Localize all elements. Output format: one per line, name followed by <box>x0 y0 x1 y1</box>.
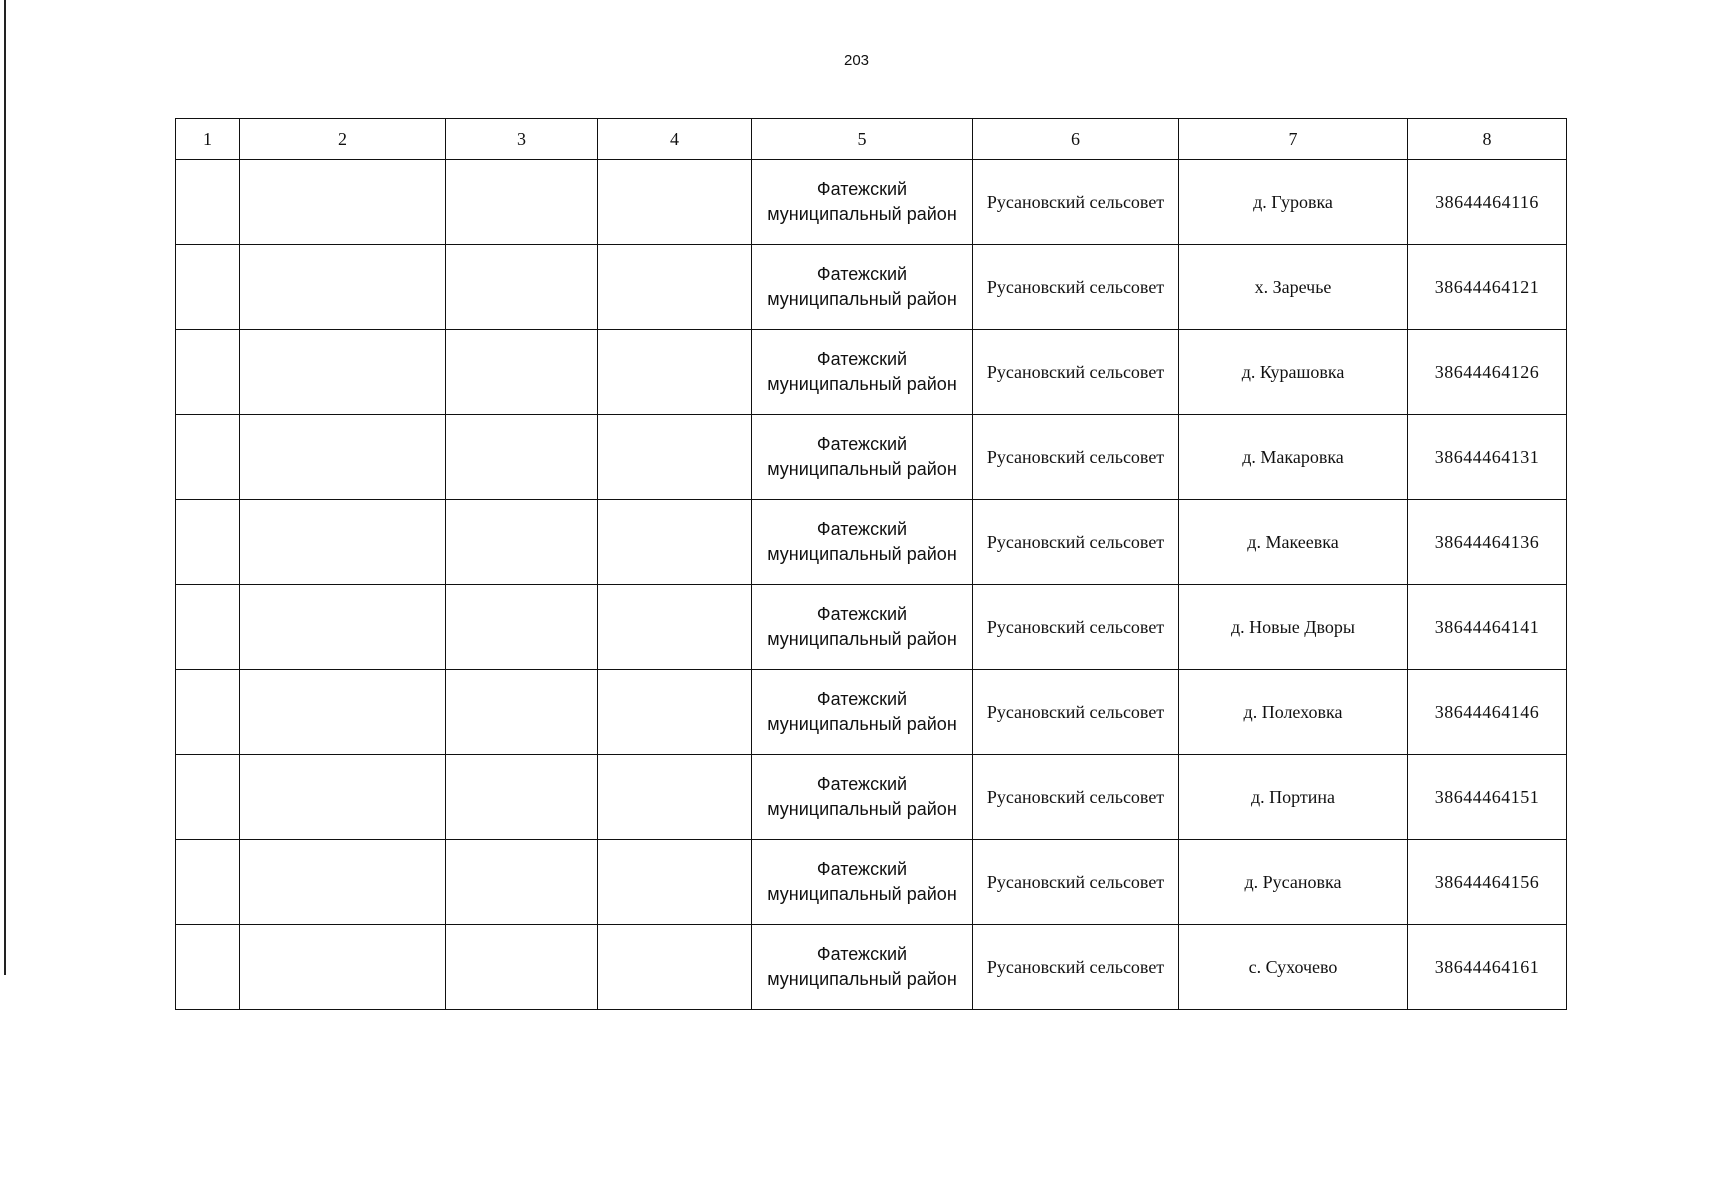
settlements-table <box>175 118 1567 1010</box>
district-cell: Фатежский муниципальный район <box>752 500 973 585</box>
empty-cell <box>240 330 446 415</box>
page-edge-line <box>4 0 6 975</box>
column-header-6: 6 <box>973 119 1179 160</box>
empty-cell <box>598 840 752 925</box>
council-cell: Русановский сельсовет <box>973 500 1179 585</box>
code-cell: 38644464156 <box>1408 840 1567 925</box>
empty-cell <box>176 840 240 925</box>
district-cell: Фатежский муниципальный район <box>752 840 973 925</box>
column-header-4: 4 <box>598 119 752 160</box>
empty-cell <box>176 245 240 330</box>
empty-cell <box>176 330 240 415</box>
empty-cell <box>240 500 446 585</box>
district-cell: Фатежский муниципальный район <box>752 415 973 500</box>
empty-cell <box>446 160 598 245</box>
empty-cell <box>176 415 240 500</box>
column-header-7: 7 <box>1179 119 1408 160</box>
empty-cell <box>598 925 752 1010</box>
empty-cell <box>240 755 446 840</box>
settlement-cell: д. Гуровка <box>1179 160 1408 245</box>
empty-cell <box>240 840 446 925</box>
empty-cell <box>446 755 598 840</box>
empty-cell <box>446 330 598 415</box>
header-row <box>176 119 1567 160</box>
table-row <box>176 840 1567 925</box>
table-row <box>176 925 1567 1010</box>
table-header <box>176 119 1567 160</box>
settlement-cell: д. Полеховка <box>1179 670 1408 755</box>
district-cell: Фатежский муниципальный район <box>752 245 973 330</box>
settlement-cell: д. Портина <box>1179 755 1408 840</box>
empty-cell <box>446 415 598 500</box>
column-header-3: 3 <box>446 119 598 160</box>
table-row <box>176 330 1567 415</box>
empty-cell <box>176 755 240 840</box>
table-row <box>176 160 1567 245</box>
settlement-cell: х. Заречье <box>1179 245 1408 330</box>
column-header-1: 1 <box>176 119 240 160</box>
column-header-8: 8 <box>1408 119 1567 160</box>
empty-cell <box>598 670 752 755</box>
code-cell: 38644464146 <box>1408 670 1567 755</box>
empty-cell <box>176 585 240 670</box>
code-cell: 38644464161 <box>1408 925 1567 1010</box>
empty-cell <box>446 500 598 585</box>
empty-cell <box>598 415 752 500</box>
settlement-cell: д. Русановка <box>1179 840 1408 925</box>
empty-cell <box>240 585 446 670</box>
code-cell: 38644464121 <box>1408 245 1567 330</box>
district-cell: Фатежский муниципальный район <box>752 160 973 245</box>
table-row <box>176 670 1567 755</box>
empty-cell <box>240 415 446 500</box>
column-header-2: 2 <box>240 119 446 160</box>
empty-cell <box>176 925 240 1010</box>
district-cell: Фатежский муниципальный район <box>752 330 973 415</box>
empty-cell <box>240 160 446 245</box>
council-cell: Русановский сельсовет <box>973 415 1179 500</box>
table-row <box>176 585 1567 670</box>
settlement-cell: д. Макаровка <box>1179 415 1408 500</box>
page-number: 203 <box>843 52 870 69</box>
code-cell: 38644464136 <box>1408 500 1567 585</box>
empty-cell <box>446 670 598 755</box>
empty-cell <box>240 245 446 330</box>
empty-cell <box>446 840 598 925</box>
district-cell: Фатежский муниципальный район <box>752 755 973 840</box>
empty-cell <box>176 500 240 585</box>
district-cell: Фатежский муниципальный район <box>752 670 973 755</box>
council-cell: Русановский сельсовет <box>973 670 1179 755</box>
council-cell: Русановский сельсовет <box>973 160 1179 245</box>
empty-cell <box>446 585 598 670</box>
table-row <box>176 415 1567 500</box>
council-cell: Русановский сельсовет <box>973 585 1179 670</box>
empty-cell <box>240 925 446 1010</box>
empty-cell <box>598 585 752 670</box>
empty-cell <box>598 755 752 840</box>
code-cell: 38644464141 <box>1408 585 1567 670</box>
settlement-cell: с. Сухочево <box>1179 925 1408 1010</box>
table-row <box>176 755 1567 840</box>
empty-cell <box>446 245 598 330</box>
table-row <box>176 245 1567 330</box>
district-cell: Фатежский муниципальный район <box>752 925 973 1010</box>
code-cell: 38644464116 <box>1408 160 1567 245</box>
settlement-cell: д. Курашовка <box>1179 330 1408 415</box>
empty-cell <box>446 925 598 1010</box>
council-cell: Русановский сельсовет <box>973 330 1179 415</box>
settlement-cell: д. Новые Дворы <box>1179 585 1408 670</box>
empty-cell <box>176 160 240 245</box>
council-cell: Русановский сельсовет <box>973 925 1179 1010</box>
council-cell: Русановский сельсовет <box>973 245 1179 330</box>
empty-cell <box>598 160 752 245</box>
table-body <box>176 160 1567 1010</box>
empty-cell <box>176 670 240 755</box>
council-cell: Русановский сельсовет <box>973 840 1179 925</box>
empty-cell <box>240 670 446 755</box>
settlement-cell: д. Макеевка <box>1179 500 1408 585</box>
column-header-5: 5 <box>752 119 973 160</box>
code-cell: 38644464131 <box>1408 415 1567 500</box>
district-cell: Фатежский муниципальный район <box>752 585 973 670</box>
empty-cell <box>598 330 752 415</box>
code-cell: 38644464126 <box>1408 330 1567 415</box>
empty-cell <box>598 245 752 330</box>
council-cell: Русановский сельсовет <box>973 755 1179 840</box>
code-cell: 38644464151 <box>1408 755 1567 840</box>
empty-cell <box>598 500 752 585</box>
table-row <box>176 500 1567 585</box>
